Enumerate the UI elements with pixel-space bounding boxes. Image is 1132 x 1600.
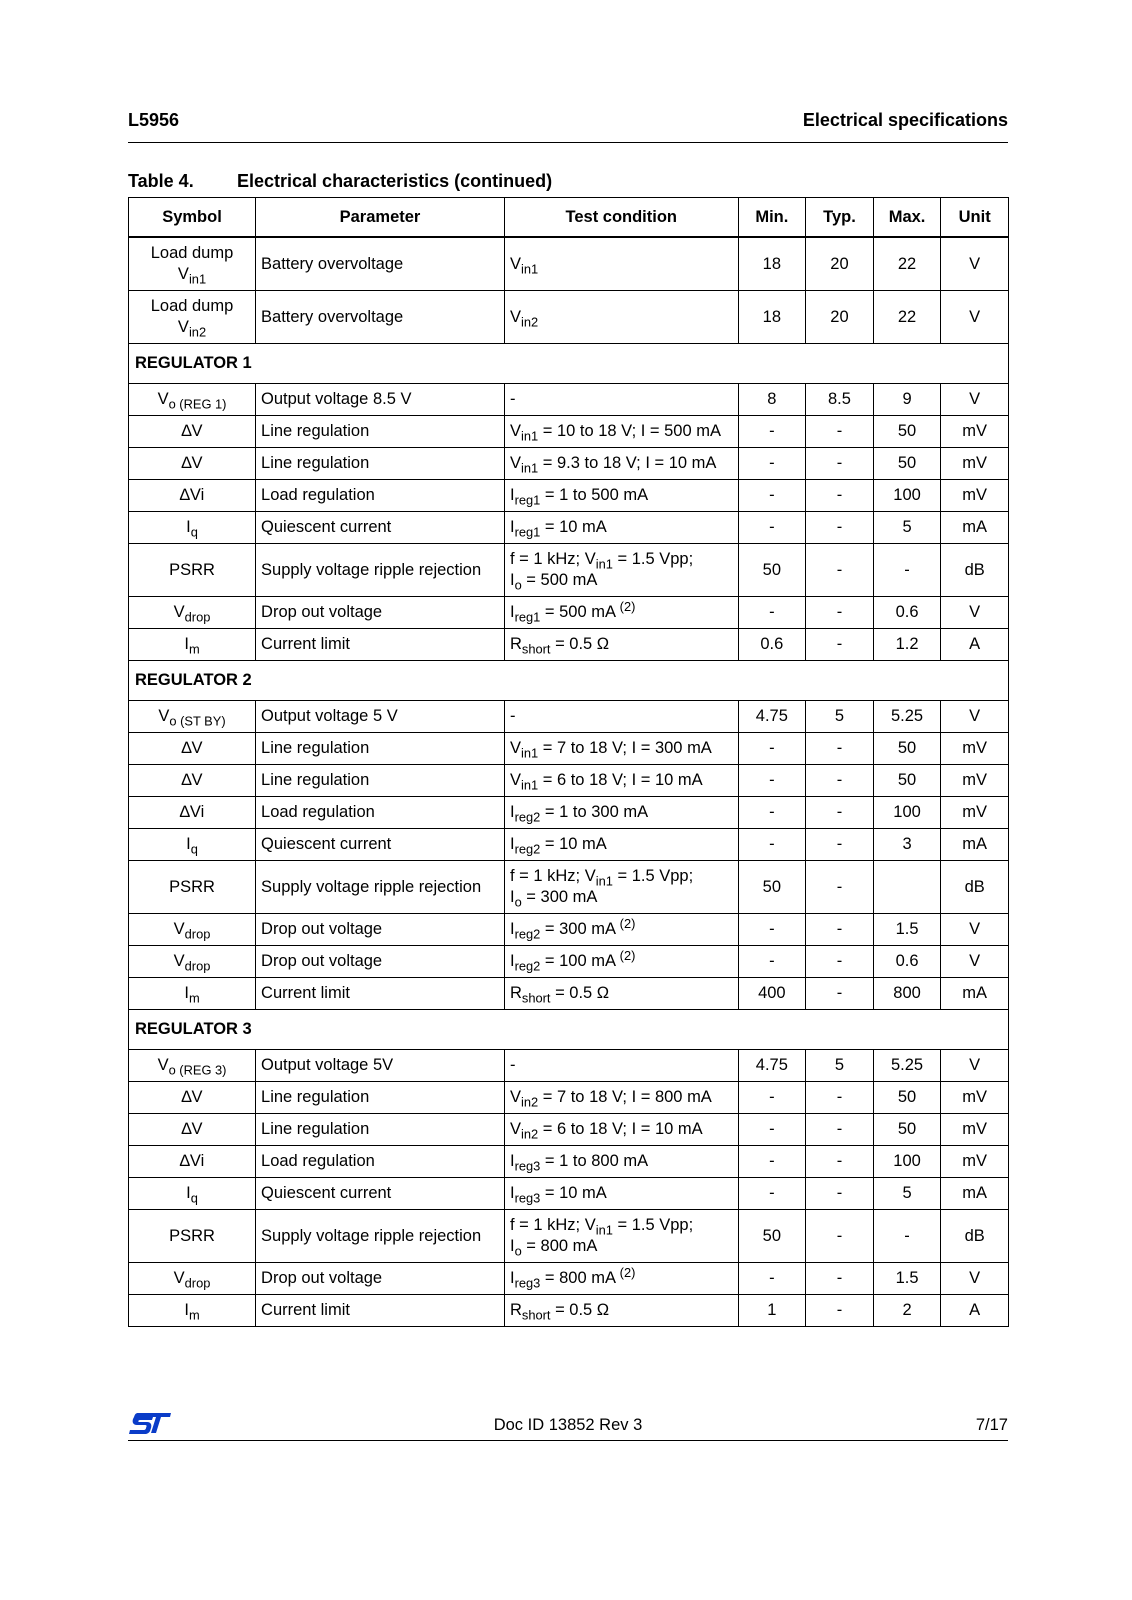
typ-cell: -	[806, 797, 874, 829]
max-cell: 100	[873, 1146, 941, 1178]
min-cell: 0.6	[738, 629, 806, 661]
max-cell: 50	[873, 1114, 941, 1146]
header-part-number: L5956	[128, 110, 180, 130]
typ-cell: 5	[806, 701, 874, 733]
typ-cell: -	[806, 1114, 874, 1146]
condition-cell: $I_{reg3} = 1$ to 800 mA	[504, 1146, 738, 1178]
condition-cell: $V_{in2} = 6$ to 18 V; I = 10 mA	[504, 1114, 738, 1146]
parameter-cell: Current limit	[256, 1295, 505, 1327]
symbol-cell: ∆Vi	[129, 1146, 256, 1178]
max-cell: 100	[873, 797, 941, 829]
min-cell: 18	[738, 237, 806, 291]
parameter-cell: Load regulation	[256, 1146, 505, 1178]
max-cell: 5	[873, 512, 941, 544]
parameter-cell: Quiescent current	[256, 829, 505, 861]
symbol-cell: ∆V	[129, 448, 256, 480]
min-cell: 4.75	[738, 701, 806, 733]
max-cell: 50	[873, 765, 941, 797]
table-row	[129, 797, 1009, 829]
unit-cell: A	[941, 1295, 1009, 1327]
symbol-cell: $V_{drop}$	[129, 597, 256, 629]
max-cell: 9	[873, 384, 941, 416]
section-title: REGULATOR 3	[129, 1010, 1009, 1050]
max-cell: 1.2	[873, 629, 941, 661]
symbol-cell: ∆V	[129, 1082, 256, 1114]
min-cell: 8	[738, 384, 806, 416]
table-row	[129, 629, 1009, 661]
symbol-cell: $V_{o (REG 1)}$	[129, 384, 256, 416]
typ-cell: -	[806, 829, 874, 861]
min-cell: 50	[738, 1210, 806, 1263]
typ-cell: 20	[806, 291, 874, 344]
section-row-regulator-1	[129, 344, 1009, 384]
symbol-cell: $V_{drop}$	[129, 946, 256, 978]
unit-cell: V	[941, 384, 1009, 416]
unit-cell: mV	[941, 733, 1009, 765]
symbol-cell: $V_{o (REG 3)}$	[129, 1050, 256, 1082]
min-cell: -	[738, 914, 806, 946]
section-title: REGULATOR 1	[129, 344, 1009, 384]
max-cell: 800	[873, 978, 941, 1010]
max-cell: 0.6	[873, 597, 941, 629]
section-row-regulator-2	[129, 661, 1009, 701]
table-row	[129, 978, 1009, 1010]
typ-cell: 8.5	[806, 384, 874, 416]
table-row	[129, 1050, 1009, 1082]
table-row	[129, 1178, 1009, 1210]
parameter-cell: Load regulation	[256, 480, 505, 512]
unit-cell: mA	[941, 1178, 1009, 1210]
table-number: Table 4.	[128, 171, 194, 191]
parameter-cell: Current limit	[256, 629, 505, 661]
table-row	[129, 480, 1009, 512]
condition-cell: $V_{in2}$	[504, 291, 738, 344]
max-cell: 50	[873, 416, 941, 448]
section-row-regulator-3	[129, 1010, 1009, 1050]
symbol-cell: PSRR	[129, 544, 256, 597]
condition-cell: $I_{reg1} = 500$ mA $^{(2)}$	[504, 597, 738, 629]
parameter-cell: Drop out voltage	[256, 597, 505, 629]
symbol-cell: $I_q$	[129, 829, 256, 861]
condition-cell: $I_{reg2} = 100$ mA $^{(2)}$	[504, 946, 738, 978]
table-row	[129, 1210, 1009, 1263]
condition-cell: $V_{in1} = 9.3$ to 18 V; I = 10 mA	[504, 448, 738, 480]
parameter-cell: Supply voltage ripple rejection	[256, 544, 505, 597]
min-cell: -	[738, 1263, 806, 1295]
typ-cell: -	[806, 416, 874, 448]
unit-cell: mV	[941, 765, 1009, 797]
min-cell: -	[738, 946, 806, 978]
max-cell: 5	[873, 1178, 941, 1210]
unit-cell: V	[941, 1050, 1009, 1082]
table-row	[129, 1114, 1009, 1146]
parameter-cell: Battery overvoltage	[256, 237, 505, 291]
parameter-cell: Quiescent current	[256, 512, 505, 544]
typ-cell: -	[806, 978, 874, 1010]
max-cell: 1.5	[873, 914, 941, 946]
symbol-cell: $I_q$	[129, 512, 256, 544]
typ-cell: -	[806, 861, 874, 914]
min-cell: 50	[738, 544, 806, 597]
condition-cell: $I_{reg3} = 10$ mA	[504, 1178, 738, 1210]
typ-cell: -	[806, 480, 874, 512]
unit-cell: V	[941, 914, 1009, 946]
max-cell: 5.25	[873, 1050, 941, 1082]
table-row	[129, 416, 1009, 448]
unit-cell: mV	[941, 1114, 1009, 1146]
typ-cell: -	[806, 946, 874, 978]
typ-cell: -	[806, 448, 874, 480]
col-header-max: Max.	[873, 198, 941, 238]
symbol-cell: ∆V	[129, 765, 256, 797]
table-row	[129, 512, 1009, 544]
typ-cell: -	[806, 1178, 874, 1210]
unit-cell: dB	[941, 1210, 1009, 1263]
parameter-cell: Output voltage 5 V	[256, 701, 505, 733]
unit-cell: mA	[941, 512, 1009, 544]
typ-cell: -	[806, 765, 874, 797]
min-cell: -	[738, 416, 806, 448]
unit-cell: V	[941, 597, 1009, 629]
table-row	[129, 733, 1009, 765]
table-caption	[128, 171, 552, 192]
condition-cell: -	[504, 384, 738, 416]
max-cell: -	[873, 1210, 941, 1263]
section-title: REGULATOR 2	[129, 661, 1009, 701]
max-cell	[873, 861, 941, 914]
table-row	[129, 765, 1009, 797]
max-cell: 22	[873, 237, 941, 291]
unit-cell: V	[941, 1263, 1009, 1295]
min-cell: -	[738, 448, 806, 480]
min-cell: -	[738, 480, 806, 512]
parameter-cell: Line regulation	[256, 765, 505, 797]
footnote-ref: (2)	[619, 1265, 636, 1281]
table-row	[129, 1082, 1009, 1114]
condition-cell: $V_{in1} = 7$ to 18 V; I = 300 mA	[504, 733, 738, 765]
condition-cell: $I_{reg2} = 1$ to 300 mA	[504, 797, 738, 829]
typ-cell: -	[806, 1210, 874, 1263]
unit-cell: V	[941, 946, 1009, 978]
typ-cell: -	[806, 512, 874, 544]
col-header-test-condition: Test condition	[504, 198, 738, 238]
condition-cell: $I_{reg3} = 800$ mA $^{(2)}$	[504, 1263, 738, 1295]
electrical-characteristics-table	[128, 197, 1009, 1327]
condition-cell: $V_{in1} = 10$ to 18 V; I = 500 mA	[504, 416, 738, 448]
parameter-cell: Line regulation	[256, 416, 505, 448]
symbol-cell: $V_{o (ST BY)}$	[129, 701, 256, 733]
symbol-cell: Load dump $V_{in1}$	[129, 237, 256, 291]
max-cell: 5.25	[873, 701, 941, 733]
typ-cell: -	[806, 1082, 874, 1114]
condition-cell: f = 1 kHz; $V_{in1} = 1.5$ Vpp; $I_o = 800$ mA	[504, 1210, 738, 1263]
unit-cell: mV	[941, 480, 1009, 512]
symbol-cell: $I_q$	[129, 1178, 256, 1210]
col-header-typ: Typ.	[806, 198, 874, 238]
max-cell: 2	[873, 1295, 941, 1327]
max-cell: 50	[873, 733, 941, 765]
table-row	[129, 914, 1009, 946]
parameter-cell: Load regulation	[256, 797, 505, 829]
min-cell: -	[738, 1082, 806, 1114]
unit-cell: V	[941, 237, 1009, 291]
symbol-cell: PSRR	[129, 1210, 256, 1263]
parameter-cell: Supply voltage ripple rejection	[256, 1210, 505, 1263]
doc-id: Doc ID 13852 Rev 3	[493, 1416, 643, 1434]
symbol-cell: ∆V	[129, 733, 256, 765]
symbol-cell: ∆Vi	[129, 480, 256, 512]
max-cell: -	[873, 544, 941, 597]
unit-cell: dB	[941, 861, 1009, 914]
table-row	[129, 1295, 1009, 1327]
condition-cell: $R_{short} = 0.5$ Ω	[504, 1295, 738, 1327]
unit-cell: mV	[941, 1082, 1009, 1114]
page-number: 7/17	[975, 1416, 1008, 1434]
table-row	[129, 597, 1009, 629]
typ-cell: -	[806, 914, 874, 946]
parameter-cell: Drop out voltage	[256, 914, 505, 946]
max-cell: 50	[873, 1082, 941, 1114]
typ-cell: -	[806, 629, 874, 661]
condition-cell: $R_{short} = 0.5$ Ω	[504, 978, 738, 1010]
header-section-title: Electrical specifications	[802, 110, 1008, 130]
parameter-cell: Output voltage 5V	[256, 1050, 505, 1082]
symbol-cell: ∆V	[129, 1114, 256, 1146]
unit-cell: A	[941, 629, 1009, 661]
condition-cell: f = 1 kHz; $V_{in1} = 1.5$ Vpp; $I_o = 500$ mA	[504, 544, 738, 597]
symbol-cell: ∆Vi	[129, 797, 256, 829]
parameter-cell: Line regulation	[256, 1082, 505, 1114]
max-cell: 100	[873, 480, 941, 512]
typ-cell: 5	[806, 1050, 874, 1082]
page-footer	[128, 1410, 1008, 1441]
typ-cell: -	[806, 1146, 874, 1178]
max-cell: 1.5	[873, 1263, 941, 1295]
unit-cell: mV	[941, 1146, 1009, 1178]
condition-cell: $V_{in1}$	[504, 237, 738, 291]
table-row	[129, 448, 1009, 480]
table-row	[129, 829, 1009, 861]
table-row	[129, 946, 1009, 978]
min-cell: -	[738, 797, 806, 829]
condition-cell: $I_{reg1} = 1$ to 500 mA	[504, 480, 738, 512]
condition-cell: $I_{reg2} = 10$ mA	[504, 829, 738, 861]
footnote-ref: (2)	[619, 948, 636, 964]
table-row	[129, 701, 1009, 733]
parameter-cell: Quiescent current	[256, 1178, 505, 1210]
min-cell: 4.75	[738, 1050, 806, 1082]
unit-cell: mA	[941, 978, 1009, 1010]
table-row	[129, 544, 1009, 597]
unit-cell: mA	[941, 829, 1009, 861]
unit-cell: V	[941, 701, 1009, 733]
unit-cell: mV	[941, 797, 1009, 829]
min-cell: -	[738, 1146, 806, 1178]
parameter-cell: Line regulation	[256, 733, 505, 765]
max-cell: 22	[873, 291, 941, 344]
table-row	[129, 384, 1009, 416]
min-cell: 18	[738, 291, 806, 344]
parameter-cell: Current limit	[256, 978, 505, 1010]
symbol-cell: $V_{drop}$	[129, 1263, 256, 1295]
footnote-ref: (2)	[619, 599, 636, 615]
col-header-parameter: Parameter	[256, 198, 505, 238]
min-cell: 400	[738, 978, 806, 1010]
symbol-cell: PSRR	[129, 861, 256, 914]
condition-cell: $I_{reg1} = 10$ mA	[504, 512, 738, 544]
unit-cell: V	[941, 291, 1009, 344]
min-cell: 1	[738, 1295, 806, 1327]
condition-cell: $V_{in1} = 6$ to 18 V; I = 10 mA	[504, 765, 738, 797]
condition-cell: $R_{short} = 0.5$ Ω	[504, 629, 738, 661]
typ-cell: 20	[806, 237, 874, 291]
table-row	[129, 1263, 1009, 1295]
parameter-cell: Supply voltage ripple rejection	[256, 861, 505, 914]
parameter-cell: Line regulation	[256, 1114, 505, 1146]
symbol-cell: $I_m$	[129, 629, 256, 661]
parameter-cell: Drop out voltage	[256, 1263, 505, 1295]
typ-cell: -	[806, 597, 874, 629]
max-cell: 50	[873, 448, 941, 480]
table-row	[129, 861, 1009, 914]
typ-cell: -	[806, 1295, 874, 1327]
unit-cell: mV	[941, 416, 1009, 448]
parameter-cell: Line regulation	[256, 448, 505, 480]
parameter-cell: Output voltage 8.5 V	[256, 384, 505, 416]
condition-cell: -	[504, 1050, 738, 1082]
condition-cell: f = 1 kHz; $V_{in1} = 1.5$ Vpp; $I_o = 300$ mA	[504, 861, 738, 914]
parameter-cell: Drop out voltage	[256, 946, 505, 978]
condition-cell: -	[504, 701, 738, 733]
symbol-cell: ∆V	[129, 416, 256, 448]
min-cell: 50	[738, 861, 806, 914]
symbol-cell: $V_{drop}$	[129, 914, 256, 946]
max-cell: 3	[873, 829, 941, 861]
typ-cell: -	[806, 1263, 874, 1295]
col-header-unit: Unit	[941, 198, 1009, 238]
min-cell: -	[738, 512, 806, 544]
unit-cell: dB	[941, 544, 1009, 597]
min-cell: -	[738, 829, 806, 861]
condition-cell: $I_{reg2} = 300$ mA $^{(2)}$	[504, 914, 738, 946]
typ-cell: -	[806, 544, 874, 597]
table-row	[129, 291, 1009, 344]
typ-cell: -	[806, 733, 874, 765]
page-header	[128, 110, 1008, 143]
footnote-ref: (2)	[619, 916, 636, 932]
table-row	[129, 1146, 1009, 1178]
min-cell: -	[738, 1178, 806, 1210]
table-header-row	[129, 198, 1009, 238]
col-header-min: Min.	[738, 198, 806, 238]
col-header-symbol: Symbol	[129, 198, 256, 238]
min-cell: -	[738, 1114, 806, 1146]
table-row	[129, 237, 1009, 291]
unit-cell: mV	[941, 448, 1009, 480]
parameter-cell: Battery overvoltage	[256, 291, 505, 344]
min-cell: -	[738, 597, 806, 629]
min-cell: -	[738, 765, 806, 797]
min-cell: -	[738, 733, 806, 765]
symbol-cell: $I_m$	[129, 1295, 256, 1327]
condition-cell: $V_{in2} = 7$ to 18 V; I = 800 mA	[504, 1082, 738, 1114]
table-title: Electrical characteristics (continued)	[237, 171, 553, 191]
symbol-cell: $I_m$	[129, 978, 256, 1010]
max-cell: 0.6	[873, 946, 941, 978]
symbol-cell: Load dump $V_{in2}$	[129, 291, 256, 344]
